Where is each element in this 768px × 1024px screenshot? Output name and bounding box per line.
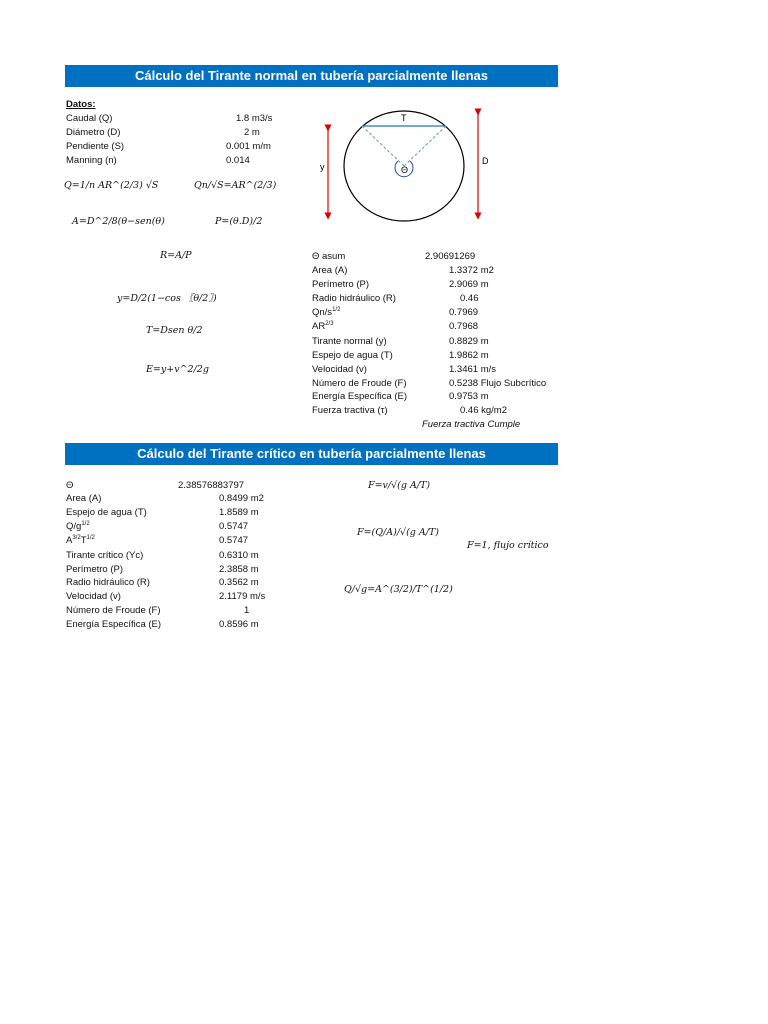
datos-label: Manning (n) bbox=[66, 155, 117, 166]
section2-title: Cálculo del Tirante crítico en tubería parcialmente llenas bbox=[65, 443, 558, 465]
t-label: T bbox=[401, 113, 407, 123]
result-label: Energía Específica (E) bbox=[312, 391, 408, 402]
result-label: Espejo de agua (T) bbox=[312, 350, 393, 361]
tractive-force-note: Fuerza tractiva Cumple bbox=[422, 419, 521, 430]
formula-froude-2: F=(Q/A)/√(g A/T) bbox=[357, 527, 439, 538]
result-label: Tirante crítico (Yc) bbox=[66, 550, 144, 561]
result-label: Número de Froude (F) bbox=[66, 605, 161, 616]
result-label: Perímetro (P) bbox=[312, 279, 370, 290]
formula-radius: R=A/P bbox=[160, 250, 192, 261]
result-value: 0.8499 m2 bbox=[219, 493, 264, 504]
result-label: Tirante normal (y) bbox=[312, 336, 387, 347]
result-value: 1.3461 m/s bbox=[449, 364, 496, 375]
y-label: y bbox=[320, 162, 325, 172]
result-value: 0.8596 m bbox=[219, 619, 259, 630]
result-value: 0.6310 m bbox=[219, 550, 259, 561]
datos-label: Diámetro (D) bbox=[66, 127, 121, 138]
datos-value: 2 m bbox=[244, 127, 260, 138]
result-value: 0.46 bbox=[460, 293, 479, 304]
formula-froude-1: F=v/√(g A/T) bbox=[368, 480, 431, 491]
formula-area: A=D^2/8(θ−sen(θ) bbox=[72, 216, 165, 227]
result-label: Velocidad (v) bbox=[66, 591, 121, 602]
result-value: 0.3562 m bbox=[219, 577, 259, 588]
radius-right-line bbox=[404, 126, 446, 166]
result-label: Θ bbox=[66, 480, 74, 491]
d-label: D bbox=[482, 156, 489, 166]
result-value: 0.8829 m bbox=[449, 336, 489, 347]
result-value: 1.3372 m2 bbox=[449, 265, 494, 276]
result-label: $Q/g^{1/2}$ bbox=[66, 521, 90, 533]
formula-depth: y=D/2(1−cos 〖θ/2〗) bbox=[117, 293, 217, 304]
result-label: Area (A) bbox=[312, 265, 348, 276]
result-label: $AR^{2/3}$ bbox=[312, 321, 334, 333]
result-label: Area (A) bbox=[66, 493, 102, 504]
theta-label: Θ bbox=[401, 165, 409, 175]
result-value: 2.1179 m/s bbox=[219, 591, 266, 602]
formula-critical-relation: Q/√g=A^(3/2)/T^(1/2) bbox=[344, 584, 453, 595]
formula-perimeter: P=(θ.D)/2 bbox=[215, 216, 263, 227]
result-value: 0.9753 m bbox=[449, 391, 489, 402]
formula-critical-flow: F=1, flujo crítico bbox=[467, 540, 549, 551]
result-value: 0.5747 bbox=[219, 521, 249, 532]
datos-label: Caudal (Q) bbox=[66, 113, 113, 124]
result-label: $A^{3/2}T^{1/2}$ bbox=[66, 535, 95, 547]
result-label: Radio hidráulico (R) bbox=[312, 293, 396, 304]
result-value: 0.46 kg/m2 bbox=[460, 405, 507, 416]
result-label: $Qn/s^{1/2}$ bbox=[312, 307, 341, 319]
result-value: 2.9069 m bbox=[449, 279, 489, 290]
pipe-diagram bbox=[300, 108, 500, 228]
result-label: Fuerza tractiva (τ) bbox=[312, 405, 388, 416]
radius-left-line bbox=[362, 126, 404, 166]
result-value: 2.3858 m bbox=[219, 564, 259, 575]
result-value: 2.90691269 bbox=[425, 251, 476, 262]
result-value: 1 bbox=[244, 605, 250, 616]
datos-value: 0.014 bbox=[226, 155, 250, 166]
result-value: 0.7968 bbox=[449, 321, 479, 332]
result-value: 1.9862 m bbox=[449, 350, 489, 361]
result-label: Radio hidráulico (R) bbox=[66, 577, 150, 588]
result-value: 2.38576883797 bbox=[178, 480, 245, 491]
result-label: Energía Específica (E) bbox=[66, 619, 162, 630]
result-label: Espejo de agua (T) bbox=[66, 507, 147, 518]
formula-width: T=Dsen θ/2 bbox=[146, 325, 203, 336]
formula-energy: E=y+v^2/2g bbox=[146, 364, 209, 375]
datos-heading: Datos: bbox=[66, 99, 96, 110]
result-value: 0.5238 Flujo Subcrítico bbox=[449, 378, 547, 389]
result-value: 0.5747 bbox=[219, 535, 249, 546]
result-label: Perímetro (P) bbox=[66, 564, 124, 575]
datos-value: 0.001 m/m bbox=[226, 141, 271, 152]
result-label: Θ asum bbox=[312, 251, 346, 262]
datos-value: 1.8 m3/s bbox=[236, 113, 273, 124]
section1-title: Cálculo del Tirante normal en tubería parcialmente llenas bbox=[65, 65, 558, 87]
result-label: Velocidad (v) bbox=[312, 364, 367, 375]
result-label: Número de Froude (F) bbox=[312, 378, 407, 389]
formula-q: Q=1/n AR^(2/3) √S bbox=[64, 180, 159, 191]
result-value: 0.7969 bbox=[449, 307, 479, 318]
formula-qn: Qn/√S=AR^(2/3) bbox=[194, 180, 277, 191]
result-value: 1.8589 m bbox=[219, 507, 259, 518]
datos-label: Pendiente (S) bbox=[66, 141, 125, 152]
